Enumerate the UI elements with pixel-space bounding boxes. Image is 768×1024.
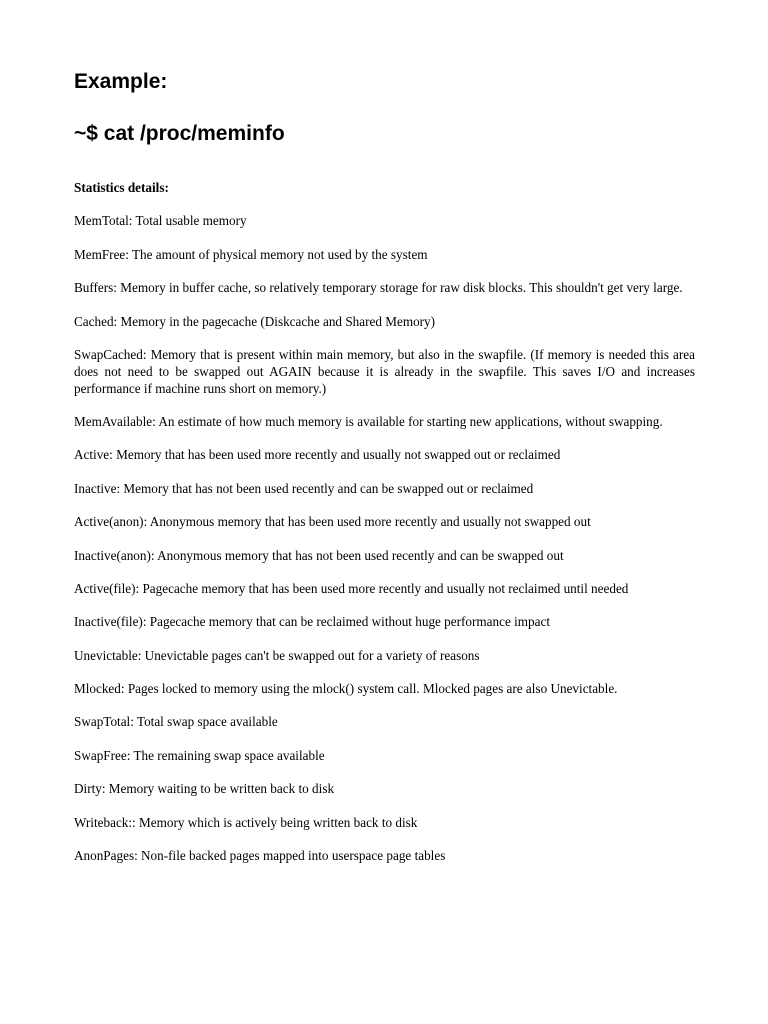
- command-heading: ~$ cat /proc/meminfo: [74, 122, 285, 145]
- meminfo-entry: Inactive(anon): Anonymous memory that has not been used recently and can be swapped out: [74, 547, 564, 563]
- meminfo-entry: AnonPages: Non-file backed pages mapped into userspace page tables: [74, 848, 446, 864]
- meminfo-entry: Cached: Memory in the pagecache (Diskcache and Shared Memory): [74, 313, 436, 329]
- meminfo-entry: MemFree: The amount of physical memory not used by the system: [74, 246, 428, 262]
- meminfo-entry: Dirty: Memory waiting to be written back to disk: [74, 781, 335, 797]
- meminfo-entry: Unevictable: Unevictable pages can't be swapped out for a variety of reasons: [74, 647, 480, 663]
- meminfo-entry: MemAvailable: An estimate of how much memory is available for starting new applications, without swapping.: [74, 413, 663, 429]
- meminfo-entry: SwapCached: Memory that is present within main memory, but also in the swapfile. (If memory is needed this area does not need to be swapped out AGAIN because it is already in the swapfile. This saves I/O and increases performance if machine runs short on memory.): [74, 346, 695, 396]
- document-body: [74, 180, 695, 881]
- meminfo-entry: Writeback:: Memory which is actively being written back to disk: [74, 814, 418, 830]
- statistics-subheading: Statistics details:: [74, 180, 169, 195]
- meminfo-entry: SwapTotal: Total swap space available: [74, 714, 278, 730]
- example-heading: Example:: [74, 70, 168, 93]
- meminfo-entry: Inactive(file): Pagecache memory that can be reclaimed without huge performance impact: [74, 614, 550, 630]
- meminfo-entry: Mlocked: Pages locked to memory using the mlock() system call. Mlocked pages are also Unevictable.: [74, 681, 618, 697]
- meminfo-entry: Active(file): Pagecache memory that has been used more recently and usually not reclaimed until needed: [74, 580, 629, 596]
- meminfo-entry: Active(anon): Anonymous memory that has been used more recently and usually not swapped out: [74, 514, 591, 530]
- meminfo-entry: Active: Memory that has been used more recently and usually not swapped out or reclaimed: [74, 447, 561, 463]
- entry-list: [74, 213, 695, 864]
- meminfo-entry: SwapFree: The remaining swap space available: [74, 747, 325, 763]
- meminfo-entry: Inactive: Memory that has not been used recently and can be swapped out or reclaimed: [74, 480, 534, 496]
- meminfo-entry: MemTotal: Total usable memory: [74, 213, 247, 229]
- meminfo-entry: Buffers: Memory in buffer cache, so relatively temporary storage for raw disk blocks. This shouldn't get very large.: [74, 280, 683, 296]
